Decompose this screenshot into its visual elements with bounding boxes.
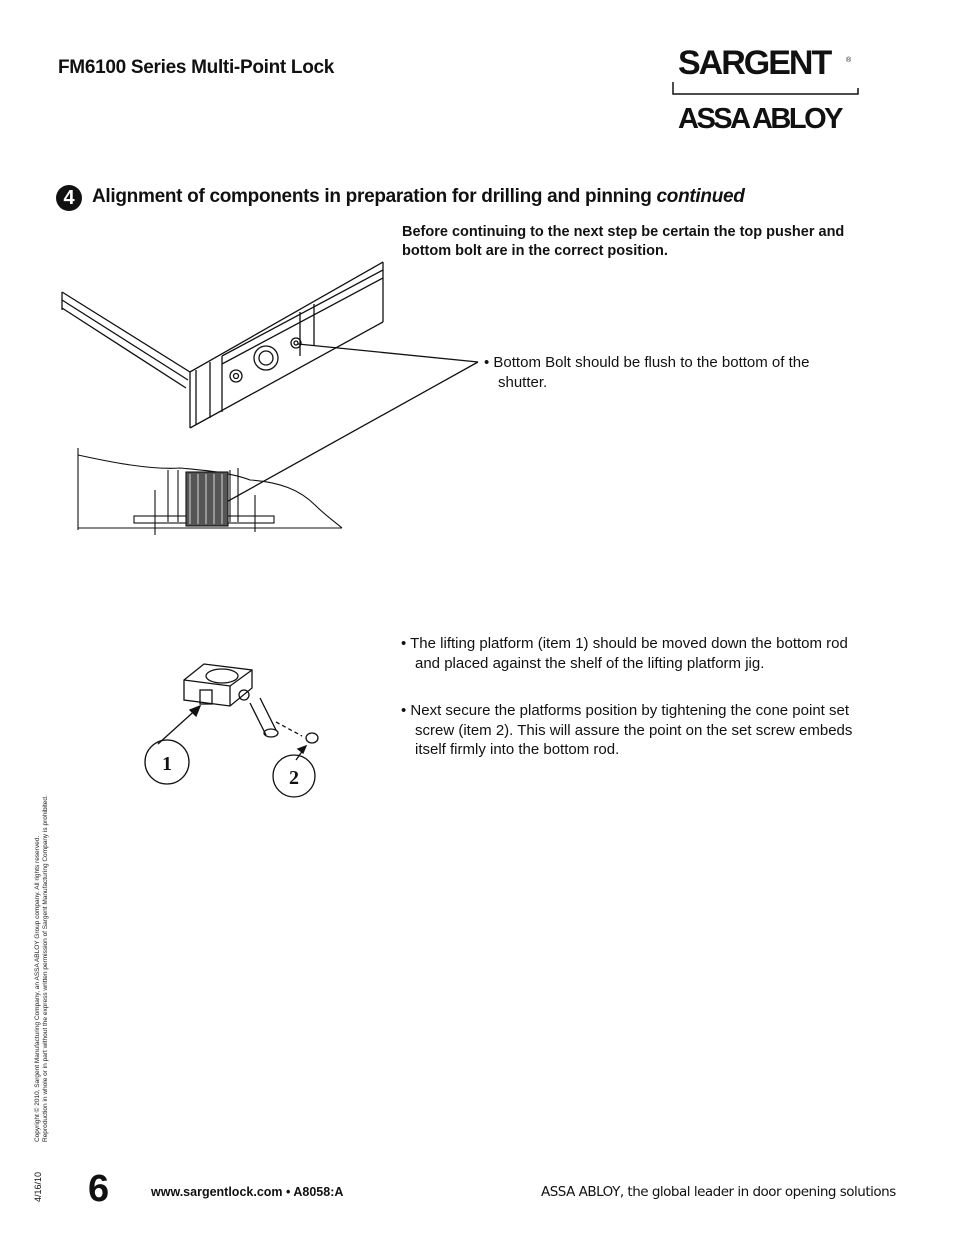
footer-tagline: ASSA ABLOY, the global leader in door opening solutions xyxy=(541,1184,896,1200)
assa-abloy-logo: ASSA ABLOY xyxy=(678,103,841,135)
footer-website: www.sargentlock.com • A8058:A xyxy=(151,1185,344,1199)
revision-date: 4/16/10 xyxy=(33,1171,43,1202)
shutter-bottom-illustration xyxy=(62,262,478,510)
step-title-continued: continued xyxy=(656,186,745,207)
step-number-badge: 4 xyxy=(56,185,82,211)
instruction-bullet-bottom-bolt: • Bottom Bolt should be flush to the bottom of the shutter. xyxy=(484,354,810,391)
registered-mark: ® xyxy=(846,57,852,64)
instruction-bullet-set-screw: • Next secure the platforms position by tightening the cone point set screw (item 2). This will assure the point on the set screw embeds itself firmly into the bottom rod. xyxy=(401,702,853,758)
copyright-line-1: Copyright © 2010, Sargent Manufacturing Company, an ASSA ABLOY Group company. All rights reserved. xyxy=(34,835,41,1142)
instruction-bullet-lifting-platform: • The lifting platform (item 1) should be moved down the bottom rod and placed against the shelf of the lifting platform jig. xyxy=(401,635,848,672)
step-note: Before continuing to the next step be certain the top pusher and bottom bolt are in the correct position. xyxy=(402,224,845,259)
copyright-notice xyxy=(34,722,50,1142)
sargent-logo: SARGENT xyxy=(678,44,831,82)
callout-item-1: 1 xyxy=(162,753,172,775)
callout-item-2: 2 xyxy=(289,767,299,789)
step-title-text: Alignment of components in preparation for drilling and pinning xyxy=(92,186,652,207)
page-number: 6 xyxy=(88,1168,110,1210)
copyright-line-2: Reproduction in whole or in part without the express written permission of Sargent Manufacturing Company is prohibited. xyxy=(42,795,49,1142)
bolt-detail-illustration xyxy=(78,448,342,535)
document-title: FM6100 Series Multi-Point Lock xyxy=(58,57,335,78)
